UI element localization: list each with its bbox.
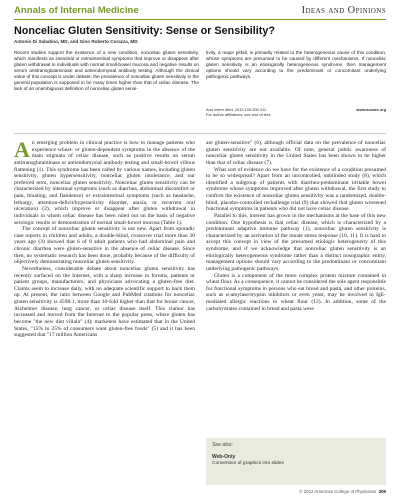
section-label: Ideas and Opinions <box>301 5 386 16</box>
article-title: Nonceliac Gluten Sensitivity: Sense or Sensibility? <box>14 25 275 37</box>
body-paragraph: Nevertheless, considerable debate about nonceliac gluten sensitivity has recently surfaced on the Internet, with a sharp increase in forums, patients or patient groups, manufacturers, and physicians advocating a gluten-free diet. Claims seem to increase daily, with no adequate scientific support to back them up. At present, the ratio between Google and PubMed citations for nonceliac gluten sensitivity is 4598:1, more than 10-fold higher than that for breast cancer, Alzheimer disease, lung cancer, or celiac disease itself. This clamor has increased and moved from the Internet to the popular press, where gluten has become "the new diet villain" (4); marketers have estimated that in the United States, "15% to 25% of consumers want gluten-free foods" (5) and it has been suggested that "17 million Americans <box>14 265 195 339</box>
page-number: 309 <box>378 489 386 494</box>
web-only-link[interactable]: Conversion of graphics into slides <box>212 461 284 466</box>
page-footer <box>299 489 386 494</box>
abstract-left: Recent studies support the existence of a new condition, nonceliac gluten sensitivity, which manifests as intestinal or extraintestinal symptoms that improve or disappear after gluten withdrawal in individuals with normal small-bowel mucosa and negative results on serum antitransglutaminase and antiendomysial antibody testing. Although the clinical value of this concept is under debate, the prevalence of nonceliac gluten sensitivity in the general population is supposed to be many times higher than that of celiac disease. The lack of an unambiguous definition of nonceliac gluten sensi- <box>14 50 199 92</box>
body-paragraph <box>14 137 195 226</box>
paragraph-text: n emerging problem in clinical practice is how to manage patients who experience wheat- or gluten-dependent symptoms in the absence of the main stigmata of celiac disease, such as positive results on serum antitransglutaminase or antiendomysial antibody testing and small-bowel villous flattening (1). This syndrome has been called by various names, including gluten sensitivity, gluten hypersensitivity, nonceliac gluten intolerance, and our preferred term, nonceliac gluten sensitivity. Nonceliac gluten sensitivity can be characterized by intestinal symptoms (such as diarrhea, abdominal discomfort or pain, bloating, and flatulence) or extraintestinal symptoms (such as headache, lethargy, attention-deficit/hyperactivity disorder, ataxia, or recurrent oral ulceration) (2), which improve or disappear after gluten withdrawal in individuals in whom celiac disease has been ruled out on the basis of negative serologic results or demonstration of normal small-bowel mucosa (Table 1). <box>14 140 195 226</box>
page-header <box>0 0 400 22</box>
drop-cap: A <box>14 137 30 162</box>
affiliation-note: For author affiliations, see end of text. <box>206 112 272 117</box>
body-paragraph: are gluten-sensitive" (6), although official data on the prevalence of nonceliac gluten sensitivity are not available. Of note, general public awareness of nonceliac gluten sensitivity in the United States has been shown to be higher than that of celiac disease (7). <box>206 140 386 166</box>
body-paragraph: The concept of nonceliac gluten sensitivity is not new. Apart from sporadic case reports in children and adults, a double-blind, crossover trial more than 30 years ago (3) showed that 6 of 8 adult patients who had abdominal pain and chronic diarrhea were gluten-sensitive in the absence of celiac disease. Since then, no systematic research has been done, probably because of the difficulty of objectively demonstrating nonceliac gluten sensitivity. <box>14 226 195 266</box>
see-also-box <box>206 438 386 485</box>
body-paragraph: Parallel to this, interest has grown in the mechanisms at the base of this new condition. One hypothesis is that celiac disease, which is characterized by a predominant adaptive immune pathway (1), nonceliac gluten sensitivity is characterized by an activation of the innate stress response (10, 11). It is hard to accept this concept in view of the presumed etiologic heterogeneity of this syndrome, and if we acknowledge that nonceliac gluten sensitivity is an etiologically heterogeneous syndrome rather than a distinct nosographic entity, management options should vary according to the predominant or concomitant underlying pathogenic pathways. <box>206 212 386 272</box>
website-link[interactable]: www.annals.org <box>356 107 386 112</box>
web-only-label: Web-Only <box>212 454 236 460</box>
body-paragraph: What sort of evidence do we have for the existence of a condition presumed to be so widespread? Apart from an uncontrolled, unblinded study (8), which identified a subgroup of patients with diarrhea-predominant irritable bowel syndrome whose symptoms improved after gluten withdrawal, the first study to confirm the existence of nonceliac gluten sensitivity was a randomized, double-blind, placebo-controlled rechallenge trial (9) that showed that gluten worsened functional symptoms in patients who did not have celiac disease. <box>206 166 386 213</box>
header-rule <box>14 19 386 20</box>
abstract-right: tivity, a major pitfall, is primarily related to the heterogeneous cause of this condition, whose symptoms are presumed to be caused by different mechanisms. If nonceliac gluten sensitivity is an etiologically heterogeneous syndrome, then management options should vary according to the predominant or concomitant underlying pathogenic pathways. <box>206 50 386 80</box>
copyright-text: © 2012 American College of Physicians <box>299 489 377 494</box>
abstract-separator <box>14 133 386 134</box>
citation-line: Ann Intern Med. 2012;156:309-311. <box>206 107 268 112</box>
journal-name: Annals of Internal Medicine <box>14 5 139 16</box>
see-also-heading: See also: <box>212 442 233 448</box>
body-column-right <box>206 140 386 312</box>
body-paragraph: Gluten is a component of the more complex protein mixture contained in wheat flour. As a consequence, it cannot be considered the sole agent responsible for functional symptoms in persons who eat bread and pasta, and other proteins, such as α-amylase/trypsin inhibitors or even yeast, may be involved in IgE-mediated allergic reactions to wheat flour (12). In addition, some of the carbohydrates contained in bread and pasta were <box>206 272 386 312</box>
body-column-left <box>14 137 195 339</box>
article-authors: Antonio Di Sabatino, MD, and Gino Roberto Corazza, MD <box>14 39 138 44</box>
